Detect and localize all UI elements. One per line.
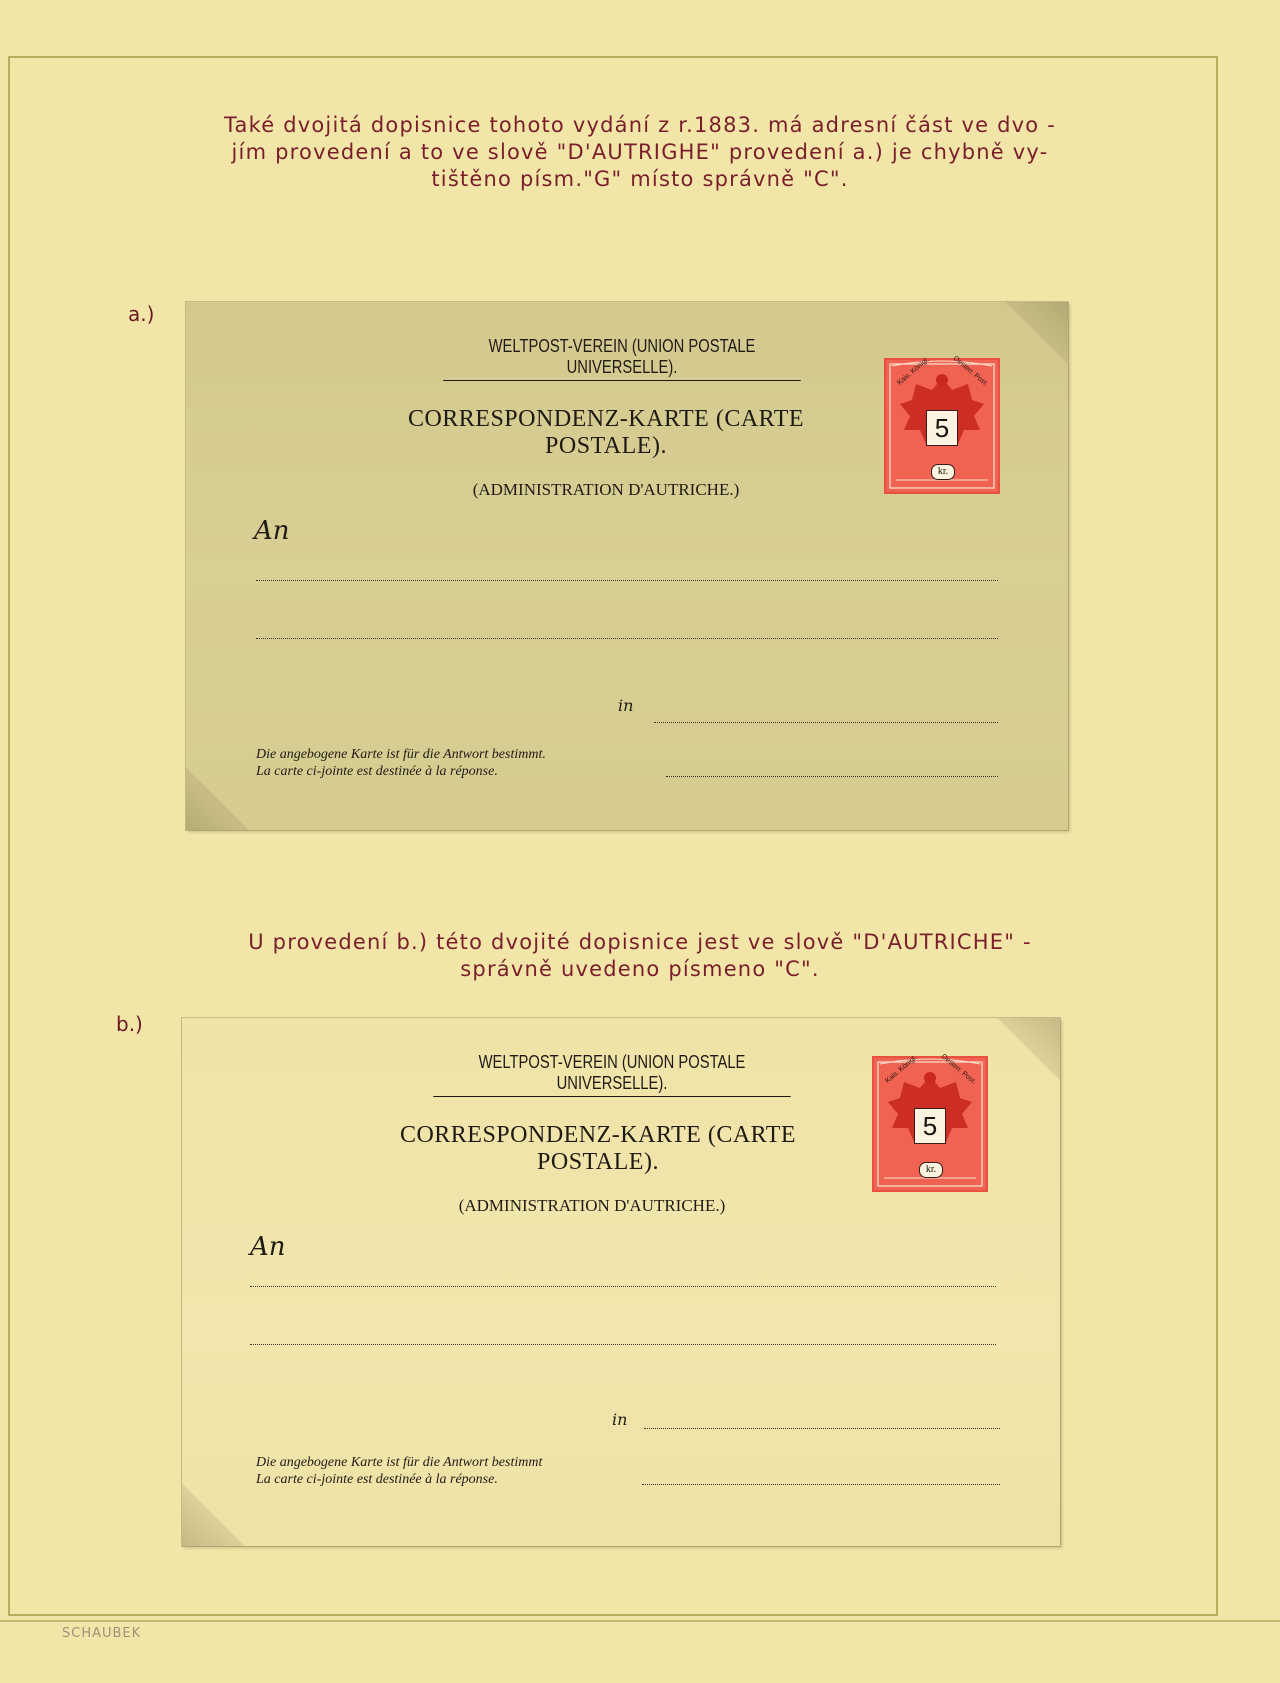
card-fold-corner: [186, 768, 248, 830]
caption-top-line-3: tištěno písm."G" místo správně "C".: [431, 167, 849, 191]
card-title: CORRESPONDENZ-KARTE (CARTE POSTALE).: [407, 406, 805, 459]
label-b: b.): [116, 1012, 143, 1036]
caption-top-line-2: jím provedení a to ve slově "D'AUTRIGHE" provedení a.) je chybně vy-: [231, 140, 1049, 164]
card-admin-line: (ADMINISTRATION D'AUTRICHE.): [472, 480, 740, 499]
stamp-arc-right: Oesterr. Post.: [939, 1053, 978, 1086]
note-german: Die angebogene Karte ist für die Antwort bestimmt: [256, 1455, 543, 1470]
page-bottom-rule: [0, 1620, 1280, 1622]
stamp-arc-left: Kais. Königl.: [896, 356, 931, 387]
caption-top-line-1: Také dvojitá dopisnice tohoto vydání z r.1883. má adresní část ve dvo -: [224, 113, 1056, 137]
address-line: [250, 1344, 996, 1345]
card-admin-line: (ADMINISTRATION D'AUTRICHE.): [458, 1196, 726, 1215]
address-line: [256, 580, 998, 581]
card-an-script: An: [254, 516, 290, 546]
imprinted-stamp: [884, 355, 1000, 494]
stamp-arc-right: Oesterr. Post.: [951, 355, 990, 388]
caption-middle-line-2: správně uvedeno písmeno "C".: [460, 957, 820, 981]
stamp-arc-left: Kais. Königl.: [884, 1054, 919, 1085]
label-a: a.): [128, 302, 155, 326]
stamp-unit: kr.: [931, 464, 955, 480]
caption-top: [40, 112, 1240, 193]
postcard-a: [186, 302, 1068, 830]
card-in-script: in: [612, 1410, 628, 1429]
caption-middle-line-1: U provedení b.) této dvojité dopisnice jest ve slově "D'AUTRICHE" -: [248, 930, 1032, 954]
card-reply-note: [256, 746, 546, 780]
caption-middle: [40, 929, 1240, 983]
stamp-value: 5: [926, 410, 958, 446]
card-fold-corner: [182, 1484, 244, 1546]
card-title: CORRESPONDENZ-KARTE (CARTE POSTALE).: [399, 1122, 797, 1175]
address-line: [250, 1286, 996, 1287]
note-german: Die angebogene Karte ist für die Antwort bestimmt.: [256, 747, 546, 762]
card-reply-note: [256, 1454, 542, 1488]
stamp-value: 5: [914, 1108, 946, 1144]
card-fold-corner: [998, 1018, 1060, 1080]
stamp-unit: kr.: [919, 1162, 943, 1178]
card-in-script: in: [618, 696, 634, 715]
address-line: [654, 722, 998, 723]
card-fold-corner: [1006, 302, 1068, 364]
card-header: WELTPOST-VEREIN (UNION POSTALE UNIVERSELLE).: [443, 336, 801, 381]
address-line: [642, 1484, 1000, 1485]
address-line: [644, 1428, 1000, 1429]
note-french: La carte ci-jointe est destinée à la réponse.: [256, 1472, 498, 1487]
address-line: [256, 638, 998, 639]
postcard-b: [182, 1018, 1060, 1546]
card-header: WELTPOST-VEREIN (UNION POSTALE UNIVERSELLE).: [433, 1052, 791, 1097]
publisher-imprint: SCHAUBEK: [62, 1626, 142, 1641]
imprinted-stamp: [872, 1053, 988, 1192]
card-an-script: An: [250, 1232, 286, 1262]
address-line: [666, 776, 998, 777]
note-french: La carte ci-jointe est destinée à la réponse.: [256, 764, 498, 779]
